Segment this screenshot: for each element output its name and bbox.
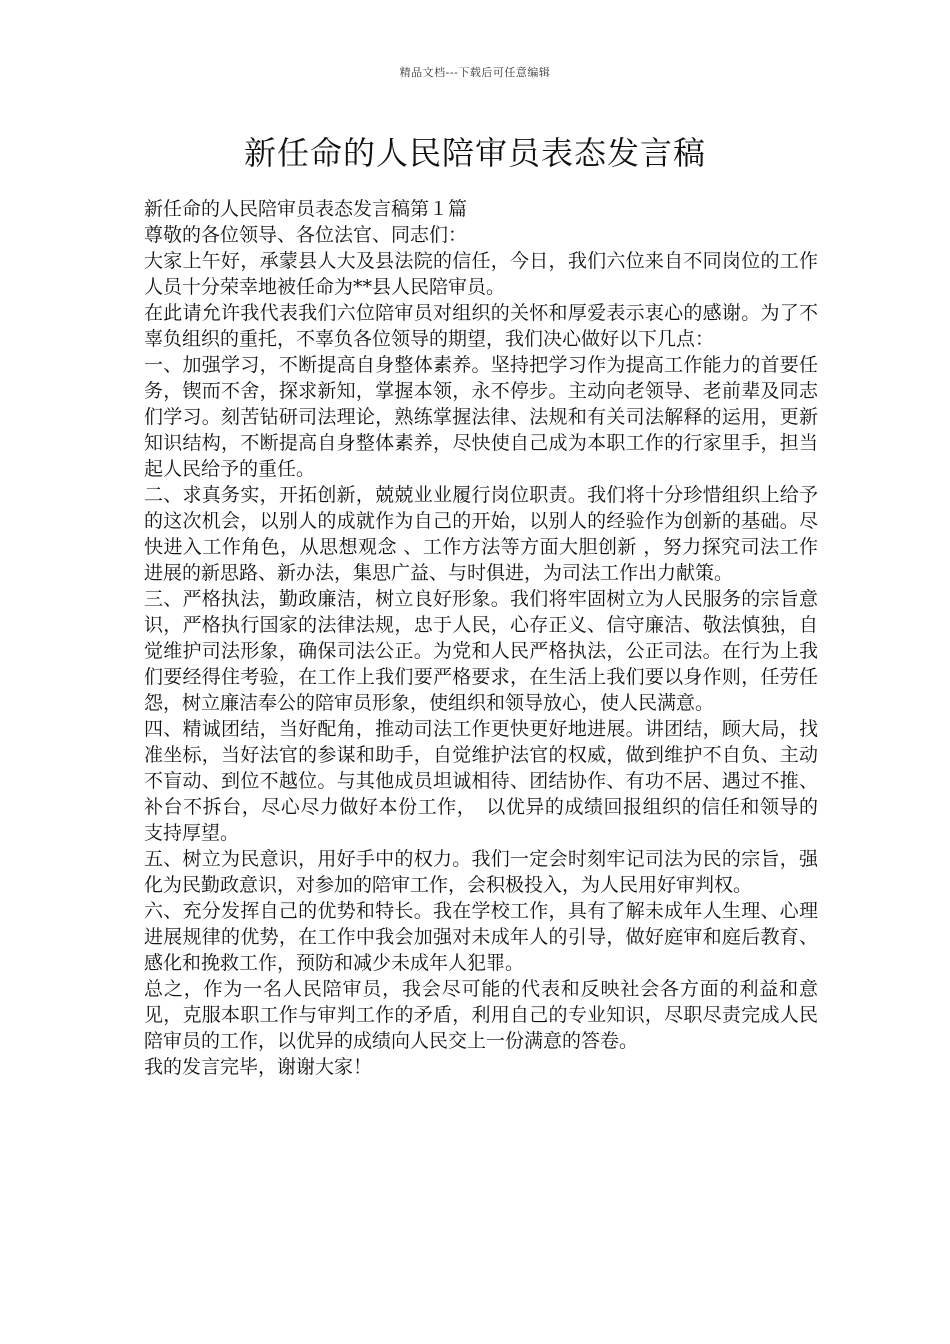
document-title: 新任命的人民陪审员表态发言稿: [243, 134, 706, 172]
paragraph-salutation: 尊敬的各位领导、各位法官、同志们：: [144, 224, 468, 246]
paragraph-point-1: 一、加强学习，不断提高自身整体素养。坚持把学习作为提高工作能力的首要任务，锲而不舍，探求新知，掌握本领，永不停步。主动向老领导、老前辈及同志们学习。刻苦钻研司法理论，熟练掌握法律、法规和有关司法解释的运用，更新知识结构，不断提高自身整体素养，尽快使自己成为本职工作的行家里手，担当起人民给予的重任。: [144, 354, 818, 480]
paragraph-closing: 我的发言完毕，谢谢大家！: [144, 1056, 373, 1078]
paragraph-point-4: 四、精诚团结，当好配角，推动司法工作更快更好地进展。讲团结，顾大局，找准坐标，当好法官的参谋和助手，自觉维护法官的权威，做到维护不自负、主动不盲动、到位不越位。与其他成员坦诚相待、团结协作、有功不居、遇过不推、补台不拆台，尽心尽力做好本份工作， 以优异的成绩回报组织的信任和领导的支持厚望。: [144, 718, 818, 844]
paragraph-conclusion: 总之，作为一名人民陪审员，我会尽可能的代表和反映社会各方面的利益和意见，克服本职工作与审判工作的矛盾，利用自己的专业知识，尽职尽责完成人民陪审员的工作，以优异的成绩向人民交上一份满意的答卷。: [144, 978, 818, 1052]
paragraph-point-3: 三、严格执法，勤政廉洁，树立良好形象。我们将牢固树立为人民服务的宗旨意识，严格执行国家的法律法规，忠于人民，心存正义、信守廉洁、敬法慎独，自觉维护司法形象，确保司法公正。为党和人民严格执法，公正司法。在行为上我们要经得住考验，在工作上我们要严格要求，在生活上我们要以身作则，任劳任怨，树立廉洁奉公的陪审员形象，使组织和领导放心，使人民满意。: [144, 588, 818, 714]
header-note: 精品文档---下载后可任意编辑: [399, 66, 551, 79]
paragraph: 大家上午好，承蒙县人大及县法院的信任，今日，我们六位来自不同岗位的工作人员十分荣幸地被任命为**县人民陪审员。: [144, 250, 818, 298]
paragraph-point-6: 六、充分发挥自己的优势和特长。我在学校工作，具有了解未成年人生理、心理进展规律的优势，在工作中我会加强对未成年人的引导，做好庭审和庭后教育、感化和挽救工作，预防和减少未成年人犯罪。: [144, 900, 818, 974]
paragraph-point-5: 五、树立为民意识，用好手中的权力。我们一定会时刻牢记司法为民的宗旨，强化为民勤政意识，对参加的陪审工作，会积极投入，为人民用好审判权。: [144, 848, 818, 896]
paragraph: 在此请允许我代表我们六位陪审员对组织的关怀和厚爱表示衷心的感谢。为了不辜负组织的重托，不辜负各位领导的期望，我们决心做好以下几点：: [144, 302, 818, 350]
paragraph-point-2: 二、求真务实，开拓创新，兢兢业业履行岗位职责。我们将十分珍惜组织上给予的这次机会，以别人的成就作为自己的开始，以别人的经验作为创新的基础。尽快进入工作角色，从思想观念 、工作方法等方面大胆创新 ，努力探究司法工作进展的新思路、新办法，集思广益、与时俱进，为司法工作出力献策。: [144, 484, 818, 584]
document-body: [144, 196, 818, 1080]
paragraph-subtitle: 新任命的人民陪审员表态发言稿第１篇: [144, 198, 468, 220]
